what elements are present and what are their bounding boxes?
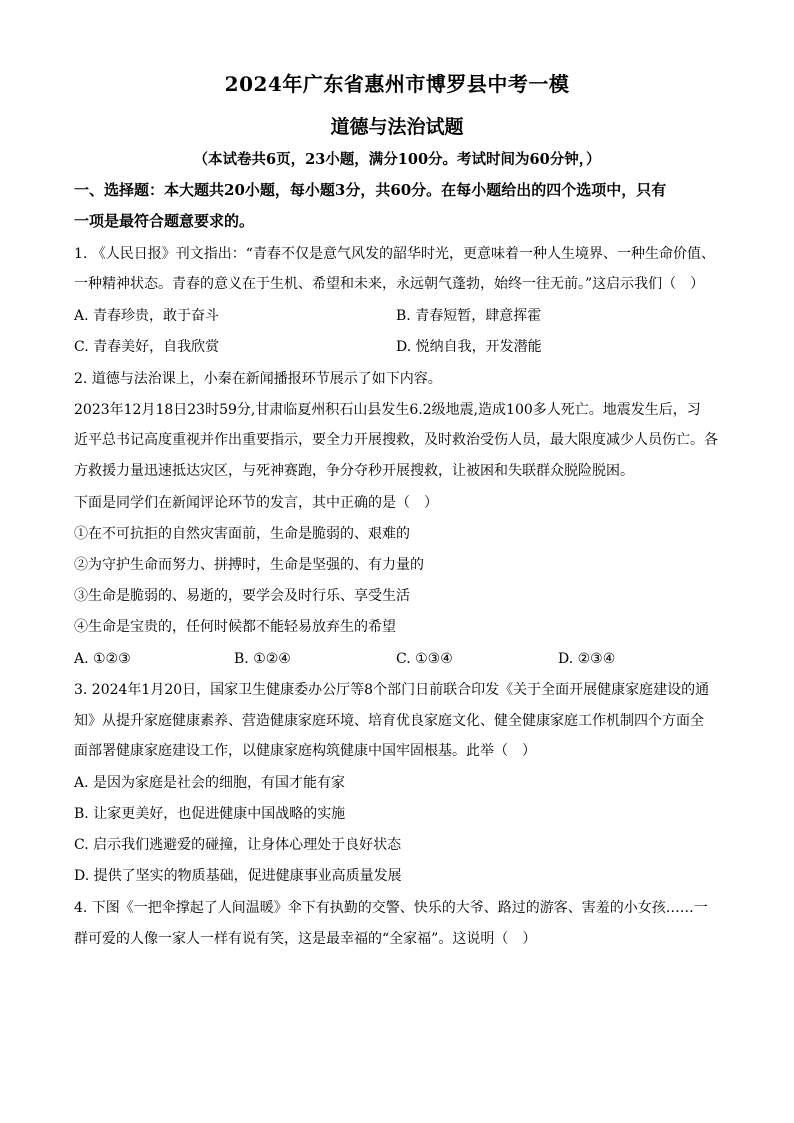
question-3-option-b: B. 让家更美好，也促进健康中国战略的实施 [74,806,346,822]
page-title: 2024年广东省惠州市博罗县中考一模 [224,72,570,96]
question-2-option-d: D. ②③④ [558,651,616,667]
question-2-option-c: C. ①③④ [396,651,453,667]
question-4-line1: 4. 下图《一把伞撑起了人间温暖》伞下有执勤的交警、快乐的大爷、路过的游客、害羞的小女孩……一 [74,900,708,916]
question-2-statement-1: ①在不可抗拒的自然灾害面前，生命是脆弱的、艰难的 [74,526,410,542]
question-4-line2: 群可爱的人像一家人一样有说有笑，这是最幸福的“全家福”。这说明（ ） [74,931,537,947]
question-1-option-c: C. 青春美好，自我欣赏 [74,339,220,355]
question-3-option-a: A. 是因为家庭是社会的细胞，有国才能有家 [74,775,346,791]
question-2-line4: 方救援力量迅速抵达灾区，与死神赛跑，争分夺秒开展搜救，让被困和失联群众脱险脱困。 [74,463,634,479]
question-2-option-b: B. ①②④ [234,651,291,667]
question-2-line3: 近平总书记高度重视并作出重要指示，要全力开展搜救，及时救治受伤人员，最大限度减少人员伤亡。各 [74,432,718,448]
section-heading-line1: 一、选择题：本大题共20小题，每小题3分，共60分。在每小题给出的四个选项中，只有 [74,181,667,199]
question-2-statement-3: ③生命是脆弱的、易逝的，要学会及时行乐、享受生活 [74,588,410,604]
question-2-line1: 2. 道德与法治课上，小秦在新闻播报环节展示了如下内容。 [74,371,442,387]
question-3-option-c: C. 启示我们逃避爱的碰撞，让身体心理处于良好状态 [74,837,402,853]
question-1-line1: 1. 《人民日报》刊文指出：“青春不仅是意气风发的韶华时光，更意味着一种人生境界、一种生命价值、 [74,246,715,262]
question-2-option-a: A. ①②③ [74,651,131,667]
question-3-line3: 面部署健康家庭建设工作，以健康家庭构筑健康中国牢固根基。此举（ ） [74,743,536,759]
question-1-line2: 一种精神状态。青春的意义在于生机、希望和未来，永远朝气蓬勃，始终一往无前。”这启示我们（ ） [74,276,705,292]
question-1-option-b: B. 青春短暂，肆意挥霍 [396,308,542,324]
question-2-line5: 下面是同学们在新闻评论环节的发言，其中正确的是（ ） [74,495,438,511]
question-2-statement-4: ④生命是宝贵的，任何时候都不能轻易放弃生的希望 [74,619,396,635]
question-2-line2: 2023年12月18日23时59分,甘肃临夏州积石山县发生6.2级地震,造成100多人死亡。地震发生后，习 [74,402,701,418]
section-heading-line2: 一项是最符合题意要求的。 [74,212,255,230]
question-3-option-d: D. 提供了坚实的物质基础，促进健康事业高质量发展 [74,868,402,884]
question-2-statement-2: ②为守护生命而努力、拼搏时，生命是坚强的、有力量的 [74,557,424,573]
question-3-line2: 知》从提升家庭健康素养、营造健康家庭环境、培育优良家庭文化、健全健康家庭工作机制四个方面全 [74,713,704,729]
exam-note: （本试卷共6页，23小题，满分100分。考试时间为60分钟，） [193,151,601,168]
question-1-option-a: A. 青春珍贵，敢于奋斗 [74,308,220,324]
page-subtitle: 道德与法治试题 [330,116,464,138]
question-1-option-d: D. 悦纳自我，开发潜能 [396,339,542,355]
question-3-line1: 3. 2024年1月20日，国家卫生健康委办公厅等8个部门日前联合印发《关于全面开展健康家庭建设的通 [74,682,710,698]
